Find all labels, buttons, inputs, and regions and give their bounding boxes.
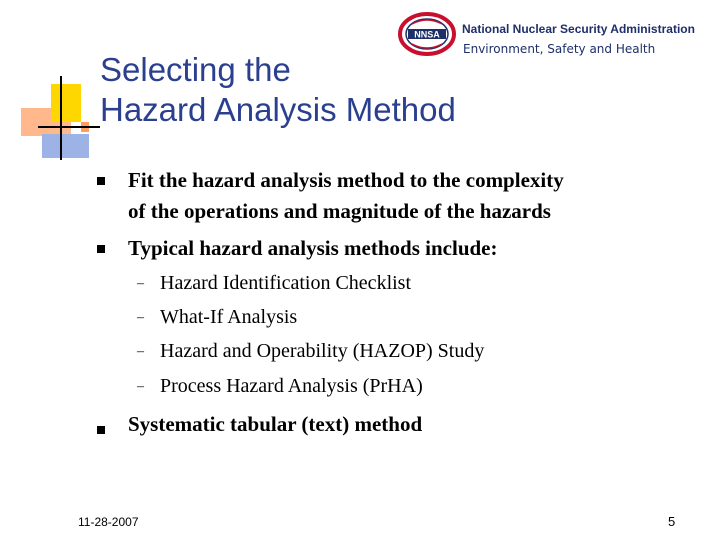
org-subtitle: Environment, Safety and Health	[463, 42, 656, 56]
bullet-text-line: Fit the hazard analysis method to the complexity	[128, 168, 564, 192]
org-name: National Nuclear Security Administration	[462, 22, 695, 36]
sub-bullet-item: What-If Analysis	[160, 306, 298, 328]
sub-bullet-item: Hazard and Operability (HAZOP) Study	[160, 340, 485, 362]
decor-yellow-square	[51, 84, 81, 122]
logo-text: NNSA	[414, 29, 440, 40]
sub-bullet-item: Process Hazard Analysis (PrHA)	[160, 375, 423, 397]
bullet-item	[128, 165, 564, 227]
sub-bullet-item: Hazard Identification Checklist	[160, 272, 412, 294]
sub-bullet-dash: –	[137, 344, 144, 359]
decor-blue-square	[42, 134, 89, 158]
bullet-item: Typical hazard analysis methods include:	[128, 236, 498, 260]
bullet-marker	[97, 177, 105, 185]
bullet-marker	[97, 426, 105, 434]
sub-bullet-dash: –	[137, 379, 144, 394]
decor-vertical-line	[60, 76, 62, 160]
slide-title	[100, 50, 456, 130]
footer-date: 11-28-2007	[78, 515, 139, 529]
slide-title-line2: Hazard Analysis Method	[100, 91, 456, 128]
page-number: 5	[668, 514, 676, 529]
bullet-marker	[97, 245, 105, 253]
slide-title-line1: Selecting the	[100, 51, 291, 88]
decor-horizontal-line	[38, 126, 100, 128]
bullet-item: Systematic tabular (text) method	[128, 412, 423, 436]
sub-bullet-dash: –	[137, 310, 144, 325]
sub-bullet-dash: –	[137, 276, 144, 291]
bullet-text-line: of the operations and magnitude of the hazards	[128, 199, 551, 223]
